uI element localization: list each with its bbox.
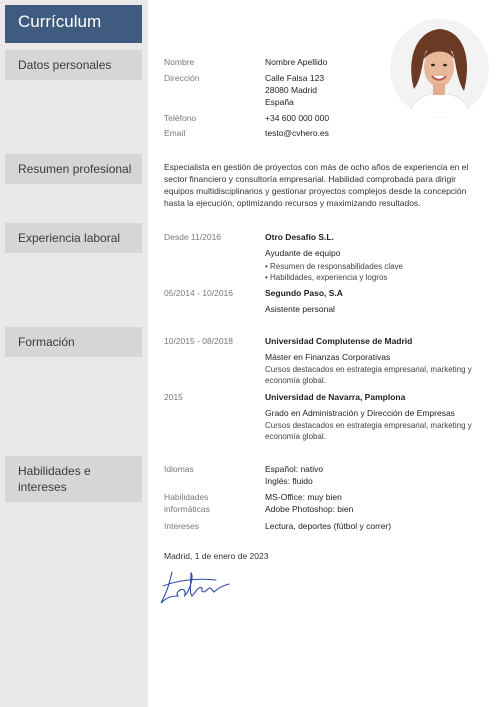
cv-title: Currículum <box>5 5 142 43</box>
interests-label: Intereses <box>164 521 199 531</box>
address-line-3: España <box>265 97 294 107</box>
section-label-personal: Datos personales <box>5 50 142 80</box>
email-value: testo@cvhero.es <box>265 128 329 138</box>
name-value: Nombre Apellido <box>265 57 328 67</box>
it-skills-line-2: Adobe Photoshop: bien <box>265 504 354 514</box>
signature <box>158 566 233 611</box>
languages-label: Idiomas <box>164 464 194 474</box>
education-2-school: Universidad de Navarra, Pamplona <box>265 392 406 402</box>
address-line-1: Calle Falsa 123 <box>265 73 325 83</box>
experience-1-bullet-2: • Habilidades, experiencia y logros <box>265 273 388 282</box>
interests-value: Lectura, deportes (fútbol y correr) <box>265 521 392 531</box>
section-label-skills: Habilidades e intereses <box>5 456 142 502</box>
languages-line-2: Inglés: fluido <box>265 476 313 486</box>
education-1-school: Universidad Complutense de Madrid <box>265 336 413 346</box>
section-label-summary: Resumen profesional <box>5 154 142 184</box>
it-skills-label-1: Habilidades <box>164 492 209 502</box>
it-skills-line-1: MS-Office: muy bien <box>265 492 342 502</box>
education-1-dates: 10/2015 - 08/2018 <box>164 336 234 346</box>
experience-2-dates: 05/2014 - 10/2016 <box>164 288 234 298</box>
education-1-note: Cursos destacados en estrategia empresarial, marketing y economía global. <box>265 365 472 385</box>
section-label-experience: Experiencia laboral <box>5 223 142 253</box>
it-skills-label-2: informáticas <box>164 504 210 514</box>
education-2-dates: 2015 <box>164 392 183 402</box>
email-label: Email <box>164 128 186 138</box>
education-2-note: Cursos destacados en estrategia empresarial, marketing y economía global. <box>265 421 472 441</box>
education-2-degree: Grado en Administración y Dirección de Empresas <box>265 408 455 418</box>
experience-2-role: Asistente personal <box>265 304 335 314</box>
phone-value: +34 600 000 000 <box>265 113 330 123</box>
closing-place-date: Madrid, 1 de enero de 2023 <box>164 551 269 561</box>
experience-1-company: Otro Desafío S.L. <box>265 232 334 242</box>
address-line-2: 28080 Madrid <box>265 85 317 95</box>
sidebar-shadow <box>146 0 150 707</box>
experience-1-dates: Desde 11/2016 <box>164 232 222 242</box>
name-label: Nombre <box>164 57 195 67</box>
experience-1-role: Ayudante de equipo <box>265 248 341 258</box>
address-label: Dirección <box>164 73 200 83</box>
education-1-degree: Máster en Finanzas Corporativas <box>265 352 391 362</box>
languages-line-1: Español: nativo <box>265 464 324 474</box>
experience-1-bullet-1: • Resumen de responsabilidades clave <box>265 262 403 271</box>
phone-label: Teléfono <box>164 113 197 123</box>
experience-2-company: Segundo Paso, S.A <box>265 288 343 298</box>
section-label-education: Formación <box>5 327 142 357</box>
summary-text: Especialista en gestión de proyectos con más de ocho años de experiencia en el sector financiero y consultoría empresarial. Habilidad comprobada para dirigir equipos multidisciplinarios y gestionar proyectos complejos desde la concepción hasta la ejecución, optimizando recursos y maximizando resultados. <box>164 162 469 208</box>
profile-photo <box>390 19 489 118</box>
